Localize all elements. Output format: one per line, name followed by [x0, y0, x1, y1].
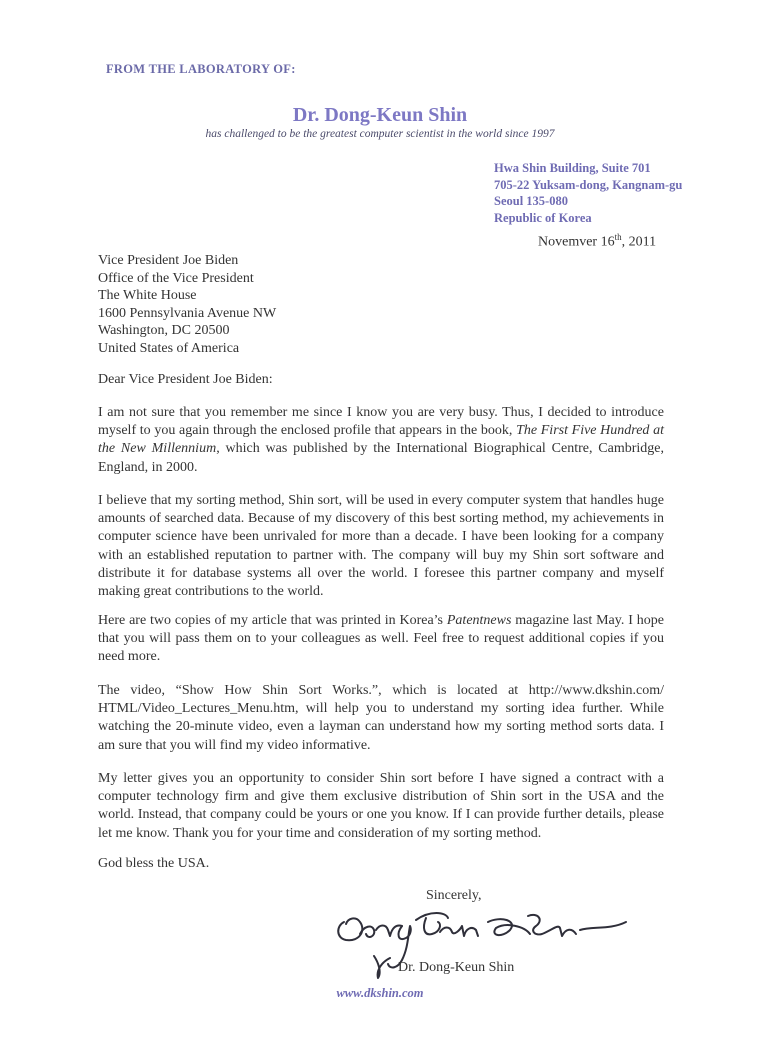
book-title: The First Five Hundred at the New Millennium — [98, 423, 664, 457]
paragraph-text: , which was published by the International Biographical Centre, Cambridge, England, in 2000. — [98, 441, 664, 475]
blessing: God bless the USA. — [98, 856, 210, 871]
website-link[interactable]: www.dkshin.com — [336, 986, 424, 1000]
recipient-line: United States of America — [98, 340, 240, 356]
signature-name: Dr. Dong-Keun Shin — [398, 960, 515, 975]
recipient-line: 1600 Pennsylvania Avenue NW — [98, 305, 277, 321]
recipient-line: Vice President Joe Biden — [98, 253, 239, 268]
paragraph-opportunity: My letter gives you an opportunity to consider Shin sort before I have signed a contract with a computer technology firm and give them exclusive distribution of Shin sort in the USA and the world. Instead, that company could be yours or one you know. If I can provide further details, please let me know. Thank you for your time and consideration of my sorting method. — [98, 771, 664, 841]
paragraph-video: The video, “Show How Shin Sort Works.”, which is located at http://www.dkshin.com/ HTML/Video_Lectures_Menu.htm, will help you to understand my sorting idea further. While watching the 20-minute video, even a layman can understand how my sorting method sorts data. I am sure that you will find my video informative. — [98, 683, 664, 753]
letter-date — [538, 232, 656, 251]
recipient-line: Washington, DC 20500 — [98, 323, 230, 339]
address-line: Hwa Shin Building, Suite 701 — [494, 161, 651, 175]
from-label: FROM THE LABORATORY OF: — [106, 62, 296, 76]
paragraph-article — [98, 612, 664, 667]
address-line: Seoul 135-080 — [494, 194, 568, 208]
address-line: Republic of Korea — [494, 210, 592, 225]
address-line: 705-22 Yuksam-dong, Kangnam-gu — [494, 177, 683, 192]
paragraph-text: I am not sure that you remember me since I know you are very busy. Thus, I decided to introduce myself to you again through the enclosed profile that appears in the book, — [98, 405, 664, 439]
date-suffix: th — [614, 232, 622, 242]
paragraph-intro — [98, 404, 664, 477]
letterhead-tagline: has challenged to be the greatest computer scientist in the world since 1997 — [205, 128, 555, 140]
paragraph-text: Here are two copies of my article that was printed in Korea’s — [98, 613, 447, 628]
paragraph-sorting-method: I believe that my sorting method, Shin sort, will be used in every computer system that handles huge amounts of searched data. Because of my discovery of this best sorting method, my achievements in computer science have been unrivaled for more than a decade. I have been looking for a company with an established reputation to partner with. The company will buy my Shin sort software and distribute it for database systems all over the world. I foresee this partner company and myself making great contributions to the world. — [98, 493, 664, 600]
letterhead-name: Dr. Dong-Keun Shin — [292, 104, 468, 126]
sender-address — [494, 160, 682, 226]
date-year: , 2011 — [621, 234, 657, 250]
recipient-line: The White House — [98, 288, 197, 304]
magazine-title: Patentnews — [446, 613, 512, 628]
date-month-day: Novemver 16 — [538, 234, 615, 250]
recipient-address — [98, 252, 276, 358]
paragraph-text: magazine last May. I hope that you will pass them on to your colleagues as well. Feel free to request additional copies if you need more. — [98, 613, 664, 665]
closing-sincerely: Sincerely, — [426, 888, 482, 903]
recipient-line: Office of the Vice President — [98, 270, 254, 286]
salutation: Dear Vice President Joe Biden: — [98, 372, 273, 387]
